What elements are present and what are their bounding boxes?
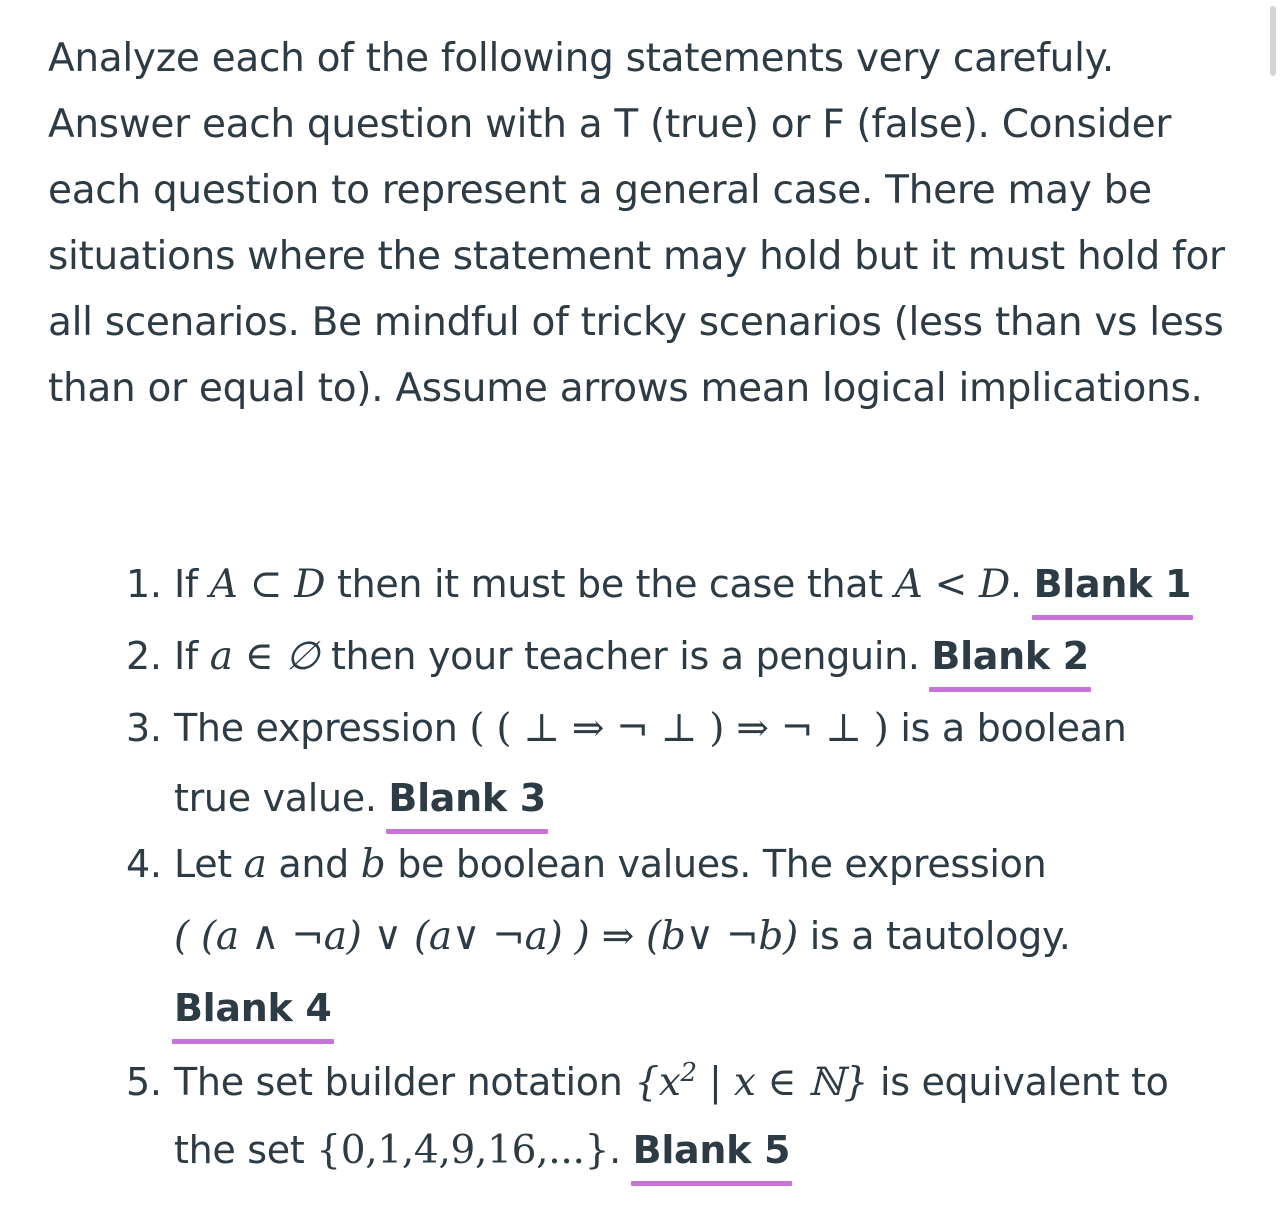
question-text: is equivalent to <box>879 1060 1169 1104</box>
question-number: 2. <box>126 634 162 678</box>
question-5-continued <box>126 1128 1284 1173</box>
question-text: Let <box>174 842 232 886</box>
question-number: 5. <box>126 1060 162 1104</box>
question-3 <box>126 706 1236 751</box>
set-builder-expression <box>634 1060 868 1105</box>
math-expression: a ∈ ∅ <box>209 634 320 679</box>
math-expression: A ⊂ D <box>209 562 326 607</box>
question-4-expression-line <box>126 914 1284 959</box>
variable-b: b <box>360 842 386 887</box>
math-expression: A < D <box>894 562 1011 607</box>
question-number: 4. <box>126 842 162 886</box>
question-1 <box>126 562 1236 607</box>
set-superscript: 2 <box>680 1058 697 1088</box>
blank-2-field[interactable]: Blank 2 <box>931 634 1089 678</box>
question-text: is a boolean <box>900 706 1127 750</box>
scrollbar[interactable] <box>1270 6 1276 76</box>
question-3-continued <box>126 776 1284 820</box>
question-text: . <box>609 1128 621 1172</box>
question-text: then your teacher is a penguin. <box>330 634 920 678</box>
variable-a: a <box>243 842 267 887</box>
set-rest: | x ∈ ℕ} <box>696 1060 869 1105</box>
question-text: then it must be the case that <box>336 562 883 606</box>
blank-3-field[interactable]: Blank 3 <box>388 776 546 820</box>
math-expression: {0,1,4,9,16,...} <box>316 1128 610 1173</box>
blank-4-field[interactable]: Blank 4 <box>174 986 332 1030</box>
question-5 <box>126 1058 1236 1105</box>
question-text: is a tautology. <box>809 914 1071 958</box>
question-text: be boolean values. The expression <box>397 842 1047 886</box>
question-4 <box>126 842 1236 887</box>
question-number: 3. <box>126 706 162 750</box>
math-expression: ( (a ∧ ¬a) ∨ (a∨ ¬a) ) ⇒ (b∨ ¬b) <box>174 914 798 959</box>
question-text: The expression <box>174 706 458 750</box>
question-text: the set <box>174 1128 305 1172</box>
question-text: If <box>174 562 198 606</box>
math-expression: ( ( ⊥ ⇒ ¬ ⊥ ) ⇒ ¬ ⊥ ) <box>469 706 889 751</box>
question-text: and <box>278 842 349 886</box>
question-text: The set builder notation <box>174 1060 623 1104</box>
question-2 <box>126 634 1236 679</box>
question-number: 1. <box>126 562 162 606</box>
blank-5-field[interactable]: Blank 5 <box>632 1128 791 1172</box>
blank-1-field[interactable]: Blank 1 <box>1033 562 1192 606</box>
set-open: {x <box>634 1060 681 1105</box>
question-text: If <box>174 634 198 678</box>
instructions-paragraph: Analyze each of the following statements very carefuly. Answer each question with a T (true) or F (false). Consider each question to represent a general case. There may be situations where the statement may hold but it must hold for all scenarios. Be mindful of tricky scenarios (less than vs less than or equal to). Assume arrows mean logical implications. <box>48 36 1225 411</box>
question-text: . <box>1010 562 1022 606</box>
question-4-answer-line <box>126 986 1284 1030</box>
question-text: true value. <box>174 776 377 820</box>
